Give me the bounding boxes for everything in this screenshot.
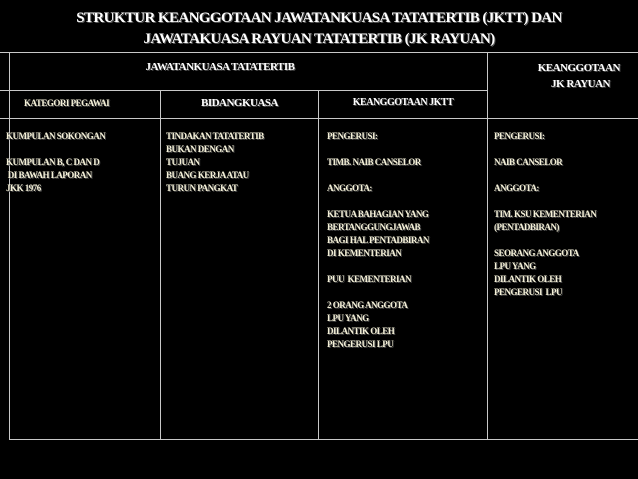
list-item: BERTANGGUNGJAWAB <box>327 222 421 232</box>
list-item: TIM. KSU KEMENTERIAN <box>494 209 597 219</box>
list-item: PENGERUSI: <box>494 131 545 141</box>
list-item: DILANTIK OLEH <box>494 274 562 284</box>
list-item <box>494 234 638 247</box>
subheader-divider <box>0 118 638 119</box>
list-item: PENGERUSI LPU <box>494 287 563 297</box>
header-jktt: JAWATANKUASA TATATERTIB <box>145 61 295 73</box>
table-left-border <box>9 52 10 440</box>
header-rayuan-line-2: JK RAYUAN <box>551 78 610 90</box>
list-item <box>327 286 485 299</box>
list-item <box>327 195 485 208</box>
list-item: BUANG KERJA ATAU <box>166 170 249 180</box>
list-item: PENGERUSI LPU <box>327 339 394 349</box>
list-item: KETUA BAHAGIAN YANG <box>327 209 429 219</box>
col-keanggotaan-rayuan <box>494 130 638 299</box>
list-item: TINDAKAN TATATERTIB <box>166 131 264 141</box>
list-item: BUKAN DENGAN <box>166 144 234 154</box>
subheader-kategori: KATEGORI PEGAWAI <box>24 98 110 108</box>
col-divider-2 <box>318 91 319 440</box>
list-item: KUMPULAN B, C DAN D <box>6 157 100 167</box>
list-item: DILANTIK OLEH <box>327 326 395 336</box>
list-item <box>327 143 485 156</box>
list-item: NAIB CANSELOR <box>494 157 563 167</box>
table-bottom-border <box>9 439 638 440</box>
list-item: ANGGOTA: <box>494 183 539 193</box>
list-item <box>327 260 485 273</box>
list-item: DI BAWAH LAPORAN <box>6 170 92 180</box>
col-divider-1 <box>160 91 161 440</box>
subheader-bidangkuasa: BIDANGKUASA <box>200 97 278 109</box>
list-item <box>494 195 638 208</box>
col-keanggotaan-jktt <box>327 130 485 351</box>
list-item <box>6 143 158 156</box>
list-item <box>494 169 638 182</box>
list-item: (PENTADBIRAN) <box>494 222 559 232</box>
list-item: SEORANG ANGGOTA <box>494 248 579 258</box>
list-item: KUMPULAN SOKONGAN <box>6 131 106 141</box>
list-item: JKK 1976 <box>6 183 41 193</box>
list-item: PUU KEMENTERIAN <box>327 274 412 284</box>
list-item: LPU YANG <box>327 313 369 323</box>
col-divider-3 <box>487 52 488 440</box>
col-bidangkuasa <box>166 130 316 195</box>
list-item: BAGI HAL PENTADBIRAN <box>327 235 429 245</box>
list-item: 2 ORANG ANGGOTA <box>327 300 408 310</box>
subheader-keanggotaan: KEANGGOTAAN JKTT <box>352 97 454 108</box>
table-top-border <box>0 52 638 53</box>
list-item: TURUN PANGKAT <box>166 183 238 193</box>
header-rayuan <box>488 60 638 92</box>
list-item: TIMB. NAIB CANSELOR <box>327 157 421 167</box>
title-line-1: STRUKTUR KEANGGOTAAN JAWATANKUASA TATATERTIB (JKTT) DAN <box>76 10 562 26</box>
list-item: PENGERUSI: <box>327 131 378 141</box>
col-kategori <box>6 130 158 195</box>
list-item <box>327 169 485 182</box>
header-rayuan-line-1: KEANGGOTAAN <box>537 62 620 74</box>
page-title <box>0 8 638 50</box>
header-divider <box>0 90 487 91</box>
list-item: TUJUAN <box>166 157 200 167</box>
list-item: LPU YANG <box>494 261 536 271</box>
list-item: DI KEMENTERIAN <box>327 248 402 258</box>
title-line-2: JAWATAKUASA RAYUAN TATATERTIB (JK RAYUAN) <box>143 31 495 47</box>
list-item: ANGGOTA: <box>327 183 372 193</box>
list-item <box>494 143 638 156</box>
